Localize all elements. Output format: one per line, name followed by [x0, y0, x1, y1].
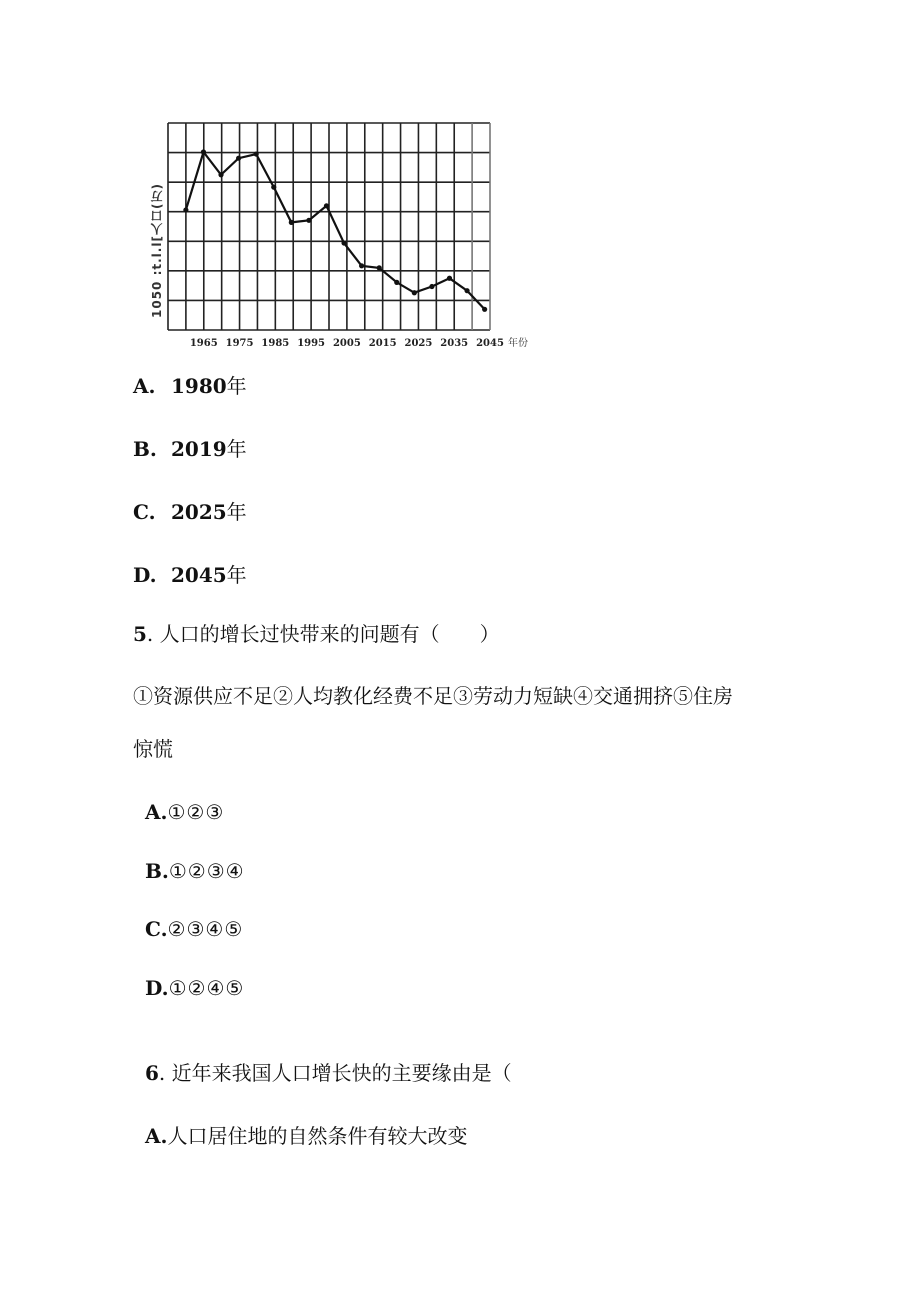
question-5-desc-line2: 惊慌: [133, 737, 173, 761]
data-point: [201, 149, 206, 154]
x-tick-label: 2025: [404, 338, 433, 349]
option-year: 2045: [171, 563, 227, 587]
option-letter: D.: [133, 563, 157, 587]
question-number: 6: [145, 1061, 159, 1085]
q5-choice-d[interactable]: [145, 976, 244, 1000]
question-6-stem: [145, 1057, 512, 1086]
q5-choice-a[interactable]: [145, 800, 224, 824]
population-chart: [140, 108, 540, 353]
data-point: [183, 207, 188, 212]
question-5-stem: [133, 618, 500, 647]
option-letter: C.: [133, 500, 156, 524]
data-point: [306, 218, 311, 223]
x-tick-label: 1985: [261, 338, 290, 349]
choice-letter: B.: [145, 859, 169, 883]
x-tick-label: 1975: [225, 338, 254, 349]
data-point: [341, 240, 346, 245]
data-point: [289, 220, 294, 225]
choice-letter: A.: [145, 800, 168, 824]
x-tick-label: 2005: [332, 338, 361, 349]
option-c[interactable]: [133, 496, 247, 525]
option-year: 1980: [171, 374, 227, 398]
q5-choice-b[interactable]: [145, 859, 245, 883]
option-d[interactable]: [133, 559, 247, 588]
choice-value: 人口居住地的自然条件有较大改变: [167, 1124, 468, 1148]
data-point: [377, 265, 382, 270]
data-point: [271, 185, 276, 190]
choice-value: ①②③: [167, 800, 225, 824]
q5-choice-c[interactable]: [145, 917, 243, 941]
data-point: [447, 276, 452, 281]
option-year: 2019: [171, 437, 227, 461]
option-unit: 年: [226, 500, 247, 524]
x-tick-label: 1965: [189, 338, 218, 349]
option-b[interactable]: [133, 433, 247, 462]
data-point: [324, 203, 329, 208]
option-unit: 年: [226, 374, 247, 398]
data-point: [482, 307, 487, 312]
data-point: [254, 151, 259, 156]
q6-choice-a[interactable]: [145, 1120, 467, 1149]
option-a[interactable]: [133, 370, 247, 399]
question-number: 5: [133, 622, 147, 646]
y-label-number: 1050: [150, 280, 164, 318]
choice-value: ①②③④: [168, 859, 245, 883]
choice-value: ①②④⑤: [168, 976, 245, 1000]
question-text: . 人口的增长过快带来的问题有（ ）: [146, 622, 500, 646]
data-point: [464, 288, 469, 293]
data-point: [394, 280, 399, 285]
x-unit-label: 年份: [508, 338, 528, 349]
x-tick-label: 1995: [297, 338, 326, 349]
data-point: [429, 284, 434, 289]
question-5-desc-line1: ①资源供应不足②人均教化经费不足③劳动力短缺④交通拥挤⑤住房: [133, 684, 733, 708]
option-year: 2025: [171, 500, 227, 524]
choice-letter: A.: [145, 1124, 168, 1148]
series-line: [186, 152, 485, 309]
choice-value: ②③④⑤: [167, 917, 244, 941]
option-letter: B.: [133, 437, 157, 461]
choice-letter: C.: [145, 917, 168, 941]
chart-svg: [140, 108, 540, 353]
data-point: [236, 156, 241, 161]
data-point: [359, 263, 364, 268]
x-tick-label: 2015: [368, 338, 397, 349]
chart-y-label: [148, 178, 168, 318]
option-unit: 年: [226, 563, 247, 587]
y-label-scan: :t.l.l[人口(万): [150, 183, 164, 276]
question-text: . 近年来我国人口增长快的主要缘由是（: [158, 1061, 512, 1085]
data-point: [412, 290, 417, 295]
choice-letter: D.: [145, 976, 169, 1000]
x-tick-label: 2045: [476, 338, 504, 349]
x-tick-label: 2035: [440, 338, 469, 349]
option-unit: 年: [226, 437, 247, 461]
option-letter: A.: [133, 374, 156, 398]
data-point: [218, 172, 223, 177]
